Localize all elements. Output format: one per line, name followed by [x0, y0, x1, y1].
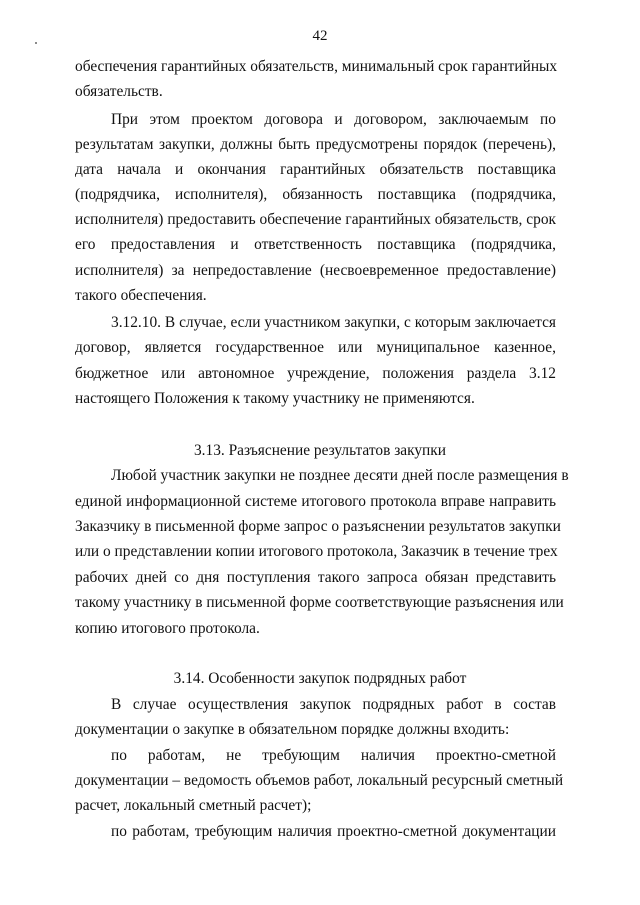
text-line: рабочих дней со дня поступления такого запроса обязан представить [75, 569, 556, 586]
text-line: исполнителя) предоставить обеспечение гарантийных обязательств, срок [75, 211, 556, 228]
section-heading: 3.13. Разъяснение результатов закупки [193, 442, 447, 459]
section-heading: 3.14. Особенности закупок подрядных работ [173, 670, 467, 687]
text-line: расчет, локальный сметный расчет); [75, 797, 312, 814]
text-line: по работам, не требующим наличия проектно-сметной [111, 747, 556, 764]
text-line: по работам, требующим наличия проектно-сметной документации [111, 823, 556, 840]
scan-speck [35, 42, 37, 44]
text-line: документации о закупке в обязательном порядке должны входить: [75, 721, 510, 738]
text-line: результатам закупки, должны быть предусмотрены порядок (перечень), [75, 136, 556, 153]
text-line: документации – ведомость объемов работ, локальный ресурсный сметный [75, 772, 564, 789]
text-line: настоящего Положения к такому участнику не применяются. [75, 390, 475, 407]
text-line: дата начала и окончания гарантийных обязательств поставщика [75, 161, 556, 178]
page-number: 42 [312, 28, 328, 44]
text-line: Любой участник закупки не позднее десяти дней после размещения в [111, 467, 569, 484]
text-line: его предоставления и ответственность поставщика (подрядчика, [75, 236, 556, 253]
text-line: копию итогового протокола. [75, 620, 260, 637]
text-line: или о представлении копии итогового протокола, Заказчик в течение трех [75, 543, 558, 560]
text-line: договор, является государственное или муниципальное казенное, [75, 339, 556, 356]
text-line: Заказчику в письменной форме запрос о разъяснении результатов закупки [75, 518, 561, 535]
text-line: бюджетное или автономное учреждение, положения раздела 3.12 [75, 365, 556, 382]
text-line: (подрядчика, исполнителя), обязанность поставщика (подрядчика, [75, 186, 556, 203]
text-line: 3.12.10. В случае, если участником закупки, с которым заключается [111, 314, 556, 331]
text-line: В случае осуществления закупок подрядных работ в состав [111, 696, 556, 713]
text-line: обязательств. [75, 83, 163, 100]
text-line: единой информационной системе итогового протокола вправе направить [75, 493, 556, 510]
text-line: такому участнику в письменной форме соответствующие разъяснения или [75, 594, 564, 611]
text-line: такого обеспечения. [75, 287, 207, 304]
text-line: исполнителя) за непредоставление (несвоевременное предоставление) [75, 262, 556, 279]
text-line: При этом проектом договора и договором, заключаемым по [111, 111, 556, 128]
text-line: обеспечения гарантийных обязательств, минимальный срок гарантийных [75, 58, 558, 75]
